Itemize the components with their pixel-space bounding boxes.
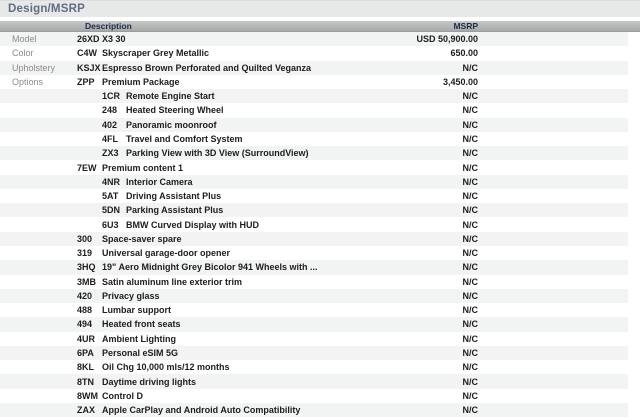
option-code: 4UR — [77, 333, 96, 344]
option-description: Oil Chg 10,000 mls/12 months — [102, 362, 230, 373]
msrp-value: N/C — [462, 176, 478, 187]
table-row — [0, 217, 628, 231]
option-description: Travel and Comfort System — [126, 133, 243, 144]
option-code: 6U3 — [102, 219, 119, 230]
option-code: KSJX — [77, 62, 101, 73]
page-title: Design/MSRP — [8, 3, 85, 15]
option-description: Ambient Lighting — [102, 333, 176, 344]
option-description: Daytime driving lights — [102, 376, 197, 387]
msrp-column-header: MSRP — [453, 21, 478, 31]
table-row — [0, 389, 628, 403]
option-code: 1CR — [102, 91, 121, 102]
option-description: Heated front seats — [102, 319, 181, 330]
msrp-value: N/C — [462, 248, 478, 259]
table-row — [0, 32, 628, 46]
option-code: 494 — [77, 319, 93, 330]
option-code: 3MB — [77, 276, 97, 287]
option-code: 4FL — [102, 133, 119, 144]
option-code: ZX3 — [102, 148, 119, 159]
table-row — [0, 260, 628, 274]
table-header-bar — [0, 21, 640, 32]
row-category-label: Color — [12, 48, 34, 59]
table-row — [0, 103, 628, 117]
description-column-header: Description — [85, 21, 132, 31]
option-description: Interior Camera — [126, 176, 193, 187]
option-code: 488 — [77, 305, 93, 316]
option-description: Satin aluminum line exterior trim — [102, 276, 243, 287]
title-band — [0, 0, 640, 17]
msrp-value: N/C — [462, 276, 478, 287]
msrp-value: N/C — [462, 91, 478, 102]
table-row — [0, 403, 628, 417]
option-code: 3HQ — [77, 262, 96, 273]
table-row — [0, 61, 628, 75]
table-row — [0, 46, 628, 60]
table-row — [0, 360, 628, 374]
option-code: 5AT — [102, 191, 119, 202]
option-code: 319 — [77, 248, 93, 259]
table-row — [0, 89, 628, 103]
table-row — [0, 346, 628, 360]
option-description: 19" Aero Midnight Grey Bicolor 941 Wheels with ... — [102, 262, 318, 273]
table-row — [0, 289, 628, 303]
option-code: 248 — [102, 105, 118, 116]
option-description: Control D — [102, 390, 143, 401]
option-code: 8WM — [77, 390, 98, 401]
table-row — [0, 160, 628, 174]
msrp-value: N/C — [462, 333, 478, 344]
option-code: 5DN — [102, 205, 121, 216]
option-description: Privacy glass — [102, 290, 160, 301]
row-category-label: Options — [12, 76, 44, 87]
msrp-value: N/C — [462, 162, 478, 173]
msrp-value: N/C — [462, 105, 478, 116]
table-row — [0, 132, 628, 146]
msrp-value: 650.00 — [450, 48, 478, 59]
option-description: Universal garage-door opener — [102, 248, 231, 259]
table-row — [0, 75, 628, 89]
msrp-value: USD 50,900.00 — [416, 34, 478, 45]
table-row — [0, 303, 628, 317]
table-row — [0, 246, 628, 260]
option-description: Heated Steering Wheel — [126, 105, 224, 116]
option-description: X3 30 — [102, 34, 126, 45]
option-description: Space-saver spare — [102, 233, 182, 244]
msrp-value: N/C — [462, 191, 478, 202]
msrp-value: N/C — [462, 347, 478, 358]
option-description: Apple CarPlay and Android Auto Compatibility — [102, 405, 301, 416]
option-description: Remote Engine Start — [126, 91, 215, 102]
msrp-value: N/C — [462, 405, 478, 416]
option-description: Panoramic moonroof — [126, 119, 217, 130]
options-table-body — [0, 32, 628, 417]
option-code: 8TN — [77, 376, 95, 387]
msrp-value: N/C — [462, 148, 478, 159]
msrp-value: N/C — [462, 362, 478, 373]
table-row — [0, 374, 628, 388]
table-row — [0, 332, 628, 346]
msrp-value: N/C — [462, 233, 478, 244]
table-row — [0, 203, 628, 217]
msrp-value: N/C — [462, 376, 478, 387]
msrp-value: N/C — [462, 119, 478, 130]
option-description: BMW Curved Display with HUD — [126, 219, 260, 230]
option-description: Premium Package — [102, 76, 180, 87]
option-code: 7EW — [77, 162, 97, 173]
option-code: 6PA — [77, 347, 94, 358]
table-row — [0, 118, 628, 132]
option-description: Skyscraper Grey Metallic — [102, 48, 210, 59]
table-row — [0, 232, 628, 246]
msrp-value: N/C — [462, 219, 478, 230]
option-code: C4W — [77, 48, 97, 59]
option-code: ZPP — [77, 76, 95, 87]
option-description: Personal eSIM 5G — [102, 347, 179, 358]
option-code: 26XD — [77, 34, 100, 45]
table-row — [0, 175, 628, 189]
option-description: Driving Assistant Plus — [126, 191, 222, 202]
option-code: 402 — [102, 119, 118, 130]
option-code: 8KL — [77, 362, 95, 373]
option-description: Premium content 1 — [102, 162, 184, 173]
option-code: 420 — [77, 290, 93, 301]
msrp-value: N/C — [462, 262, 478, 273]
msrp-value: N/C — [462, 205, 478, 216]
option-description: Parking View with 3D View (SurroundView) — [126, 148, 309, 159]
msrp-value: N/C — [462, 319, 478, 330]
row-category-label: Model — [12, 34, 37, 45]
option-description: Parking Assistant Plus — [126, 205, 224, 216]
table-row — [0, 189, 628, 203]
msrp-value: N/C — [462, 305, 478, 316]
msrp-value: N/C — [462, 133, 478, 144]
option-description: Espresso Brown Perforated and Quilted Veganza — [102, 62, 312, 73]
table-row — [0, 317, 628, 331]
table-row — [0, 146, 628, 160]
option-code: ZAX — [77, 405, 95, 416]
msrp-value: N/C — [462, 62, 478, 73]
msrp-value: N/C — [462, 290, 478, 301]
table-row — [0, 275, 628, 289]
option-code: 300 — [77, 233, 93, 244]
option-description: Lumbar support — [102, 305, 171, 316]
option-code: 4NR — [102, 176, 121, 187]
msrp-value: N/C — [462, 390, 478, 401]
row-category-label: Upholstery — [12, 62, 56, 73]
msrp-value: 3,450.00 — [442, 76, 478, 87]
